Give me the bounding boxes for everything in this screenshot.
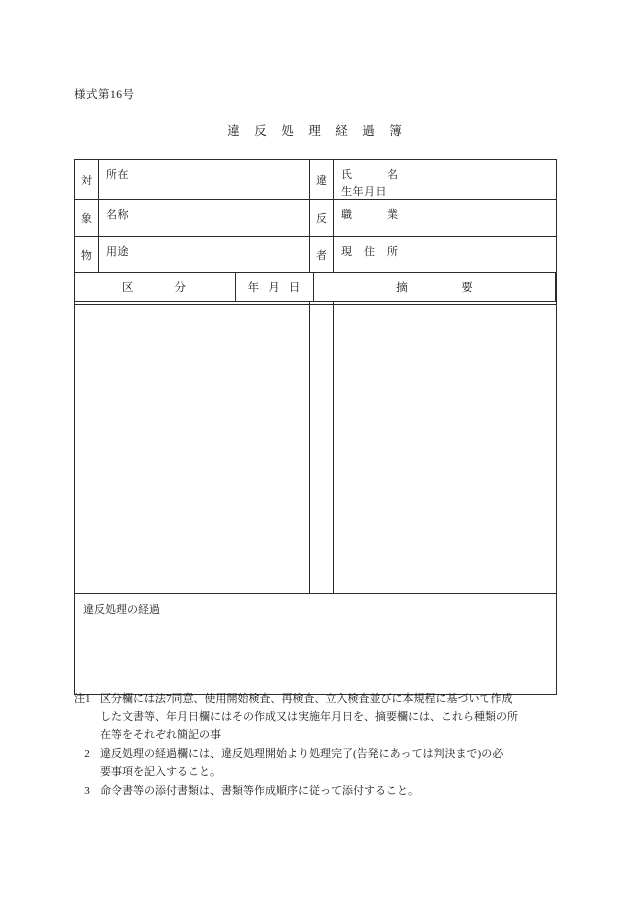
progress-row: [75, 594, 557, 695]
note-line: 在等をそれぞれ簡記の事: [100, 729, 221, 741]
note-line: 要事項を記入すること。: [100, 766, 221, 778]
subject-usage-label: 用途: [106, 246, 129, 258]
subject-name-cell[interactable]: [99, 200, 310, 237]
subject-label-2: 象: [75, 200, 99, 237]
violator-address-cell[interactable]: [334, 237, 557, 274]
note-line: 命令書等の添付書類は、書類等作成順序に従って添付すること。: [100, 785, 419, 797]
violator-label-1: 違: [310, 160, 334, 200]
subject-label-1: 対: [75, 160, 99, 200]
violator-address-label: 現 住 所: [341, 246, 399, 258]
header-year: 年: [247, 282, 260, 294]
progress-cell[interactable]: [75, 594, 557, 695]
subject-location-label: 所在: [106, 169, 129, 181]
note-body: [100, 782, 574, 800]
subject-usage-cell[interactable]: [99, 237, 310, 274]
entries-row: [75, 305, 557, 594]
page-title: 違 反 処 理 経 過 簿: [227, 124, 403, 138]
table-row: [75, 200, 557, 237]
note-item: [74, 745, 574, 781]
violator-occupation-label: 職 業: [341, 209, 399, 221]
header-kubun-bun: 分: [174, 282, 187, 294]
note-line: した文書等、年月日欄にはその作成又は実施年月日を、摘要欄には、これら種類の所: [100, 711, 518, 723]
note-item: [74, 690, 574, 744]
subject-location-cell[interactable]: [99, 160, 310, 200]
table-row: [75, 237, 557, 274]
subject-label-3: 物: [75, 237, 99, 274]
teki-entry-area[interactable]: [334, 305, 557, 594]
violator-name-line1: 氏 名: [341, 169, 399, 181]
table-row: [75, 160, 557, 200]
header-kubun-ku: 区: [122, 282, 135, 294]
note-body: [100, 690, 574, 744]
date-entry-area[interactable]: [310, 305, 334, 594]
header-you: 要: [461, 282, 474, 294]
note-body: [100, 745, 574, 781]
note-marker: 注1: [74, 693, 91, 705]
violation-record-table: [74, 159, 557, 695]
form-number: 様式第16号: [74, 89, 135, 101]
violator-label-3: 者: [310, 237, 334, 274]
progress-label: 違反処理の経過: [83, 604, 160, 616]
note-marker: 3: [84, 785, 90, 797]
note-item: [74, 782, 574, 800]
violator-occupation-cell[interactable]: [334, 200, 557, 237]
violator-name-label: [334, 160, 556, 199]
header-teki: 摘: [396, 282, 409, 294]
kubun-entry-area[interactable]: [75, 305, 310, 594]
note-line: 違反処理の経過欄には、違反処理開始より処理完了(告発にあっては判決まで)の必: [100, 748, 504, 760]
note-line: 区分欄には法7同意、使用開始検査、再検査、立入検査並びに本規程に基づいて作成: [100, 693, 513, 705]
header-month: 月: [268, 282, 280, 294]
violator-label-2: 反: [310, 200, 334, 237]
header-day: 日: [288, 282, 301, 294]
violator-name-birth-cell[interactable]: [334, 160, 557, 200]
header-overlay: [74, 272, 556, 302]
notes-section: [74, 690, 574, 801]
subject-name-label: 名称: [106, 209, 129, 221]
violator-birthdate-line2: 生年月日: [341, 186, 387, 198]
note-marker: 2: [84, 748, 90, 760]
